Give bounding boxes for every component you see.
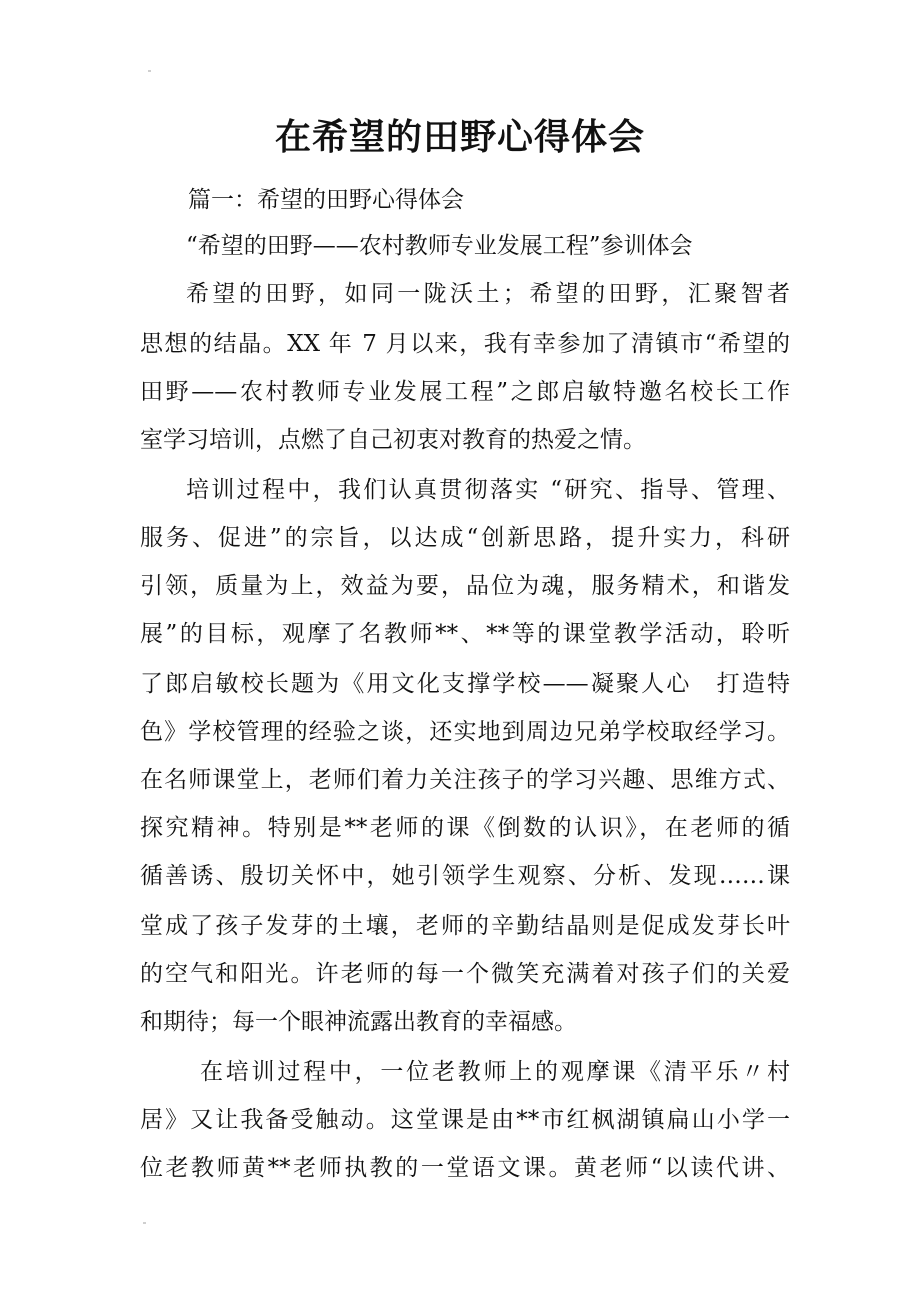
paragraph-line: 探究精神。特别是**老师的课《倒数的认识》，在老师的循 <box>140 815 790 841</box>
paragraph-line: 培训过程中，我们认真贯彻落实 “研究、指导、管理、 <box>186 477 790 503</box>
scan-speck <box>148 70 151 72</box>
paragraph-line: 在培训过程中，一位老教师上的观摩课《清平乐〃村 <box>200 1059 790 1085</box>
scan-speck <box>143 1222 146 1224</box>
paragraph-line: 了郎启敏校长题为《用文化支撑学校——凝聚人心 打造特 <box>140 671 790 697</box>
paragraph-line: 位老教师黄**老师执教的一堂语文课。黄老师“以读代讲、 <box>140 1155 790 1181</box>
paragraph-line: 服务、促进”的宗旨，以达成“创新思路，提升实力，科研 <box>140 525 790 551</box>
document-title: 在希望的田野心得体会 <box>274 117 645 158</box>
paragraph-line: 田野——农村教师专业发展工程”之郎启敏特邀名校长工作 <box>140 379 790 405</box>
paragraph-line: 和期待；每一个眼神流露出教育的幸福感。 <box>140 1009 577 1035</box>
paragraph-line: 在名师课堂上，老师们着力关注孩子的学习兴趣、思维方式、 <box>140 767 790 793</box>
paragraph-line: 的空气和阳光。许老师的每一个微笑充满着对孩子们的关爱 <box>140 961 790 987</box>
subtitle: “希望的田野——农村教师专业发展工程”参训体会 <box>186 233 693 259</box>
paragraph-line: 思想的结晶。XX 年 7 月以来，我有幸参加了清镇市“希望的 <box>140 331 790 357</box>
paragraph-line: 展”的目标，观摩了名教师**、**等的课堂教学活动，聆听 <box>140 621 790 647</box>
paragraph-line: 循善诱、殷切关怀中，她引领学生观察、分析、发现……课 <box>140 863 790 889</box>
paragraph-line: 居》又让我备受触动。这堂课是由**市红枫湖镇扁山小学一 <box>140 1107 790 1133</box>
paragraph-line: 色》学校管理的经验之谈，还实地到周边兄弟学校取经学习。 <box>140 719 790 745</box>
paragraph-line: 室学习培训，点燃了自己初衷对教育的热爱之情。 <box>140 427 646 453</box>
paragraph-line: 引领，质量为上，效益为要，品位为魂，服务精术，和谐发 <box>140 573 790 599</box>
paragraph-line: 希望的田野，如同一陇沃土；希望的田野，汇聚智者 <box>186 281 790 307</box>
section-heading: 篇一：希望的田野心得体会 <box>188 187 464 213</box>
paragraph-line: 堂成了孩子发芽的土壤，老师的辛勤结晶则是促成发芽长叶 <box>140 913 790 939</box>
